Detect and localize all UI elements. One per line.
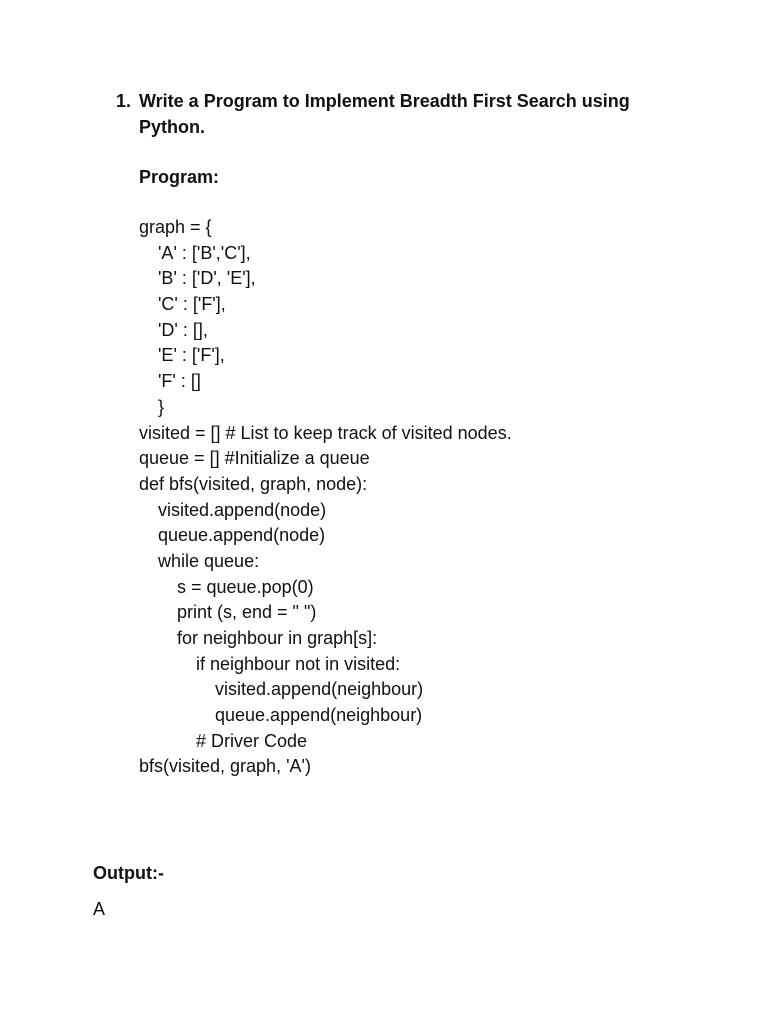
code-line: 'F' : []: [158, 371, 201, 392]
code-line: 'C' : ['F'],: [158, 294, 226, 315]
code-line: queue = [] #Initialize a queue: [139, 448, 370, 469]
code-line: visited.append(node): [158, 499, 327, 520]
code-line: 'D' : [],: [158, 319, 208, 340]
code-line: graph = {: [139, 217, 212, 237]
code-line: print (s, end = " "): [177, 602, 317, 623]
code-line: queue.append(neighbour): [215, 705, 423, 726]
program-label: Program:: [139, 167, 220, 187]
code-line: 'B' : ['D', 'E'],: [158, 268, 256, 289]
code-line: for neighbour in graph[s]:: [177, 628, 378, 648]
question-text: Write a Program to Implement Breadth First Search using Python.: [139, 91, 630, 137]
code-line: 'A' : ['B','C'],: [158, 242, 251, 263]
code-line: def bfs(visited, graph, node):: [139, 473, 368, 494]
output-label: Output:-: [93, 863, 164, 883]
code-line: 'E' : ['F'],: [158, 345, 225, 366]
code-line: # Driver Code: [196, 730, 308, 751]
question-number: 1.: [116, 91, 132, 111]
output-value: A: [93, 899, 106, 919]
code-block: [139, 215, 659, 780]
code-line: queue.append(node): [158, 525, 326, 546]
code-line: while queue:: [158, 550, 260, 571]
code-line: }: [158, 396, 165, 417]
code-line: visited = [] # List to keep track of visited nodes.: [139, 422, 512, 443]
code-line: if neighbour not in visited:: [196, 653, 401, 674]
code-line: s = queue.pop(0): [177, 576, 314, 597]
code-line: visited.append(neighbour): [215, 679, 424, 700]
code-line: bfs(visited, graph, 'A'): [139, 756, 311, 777]
